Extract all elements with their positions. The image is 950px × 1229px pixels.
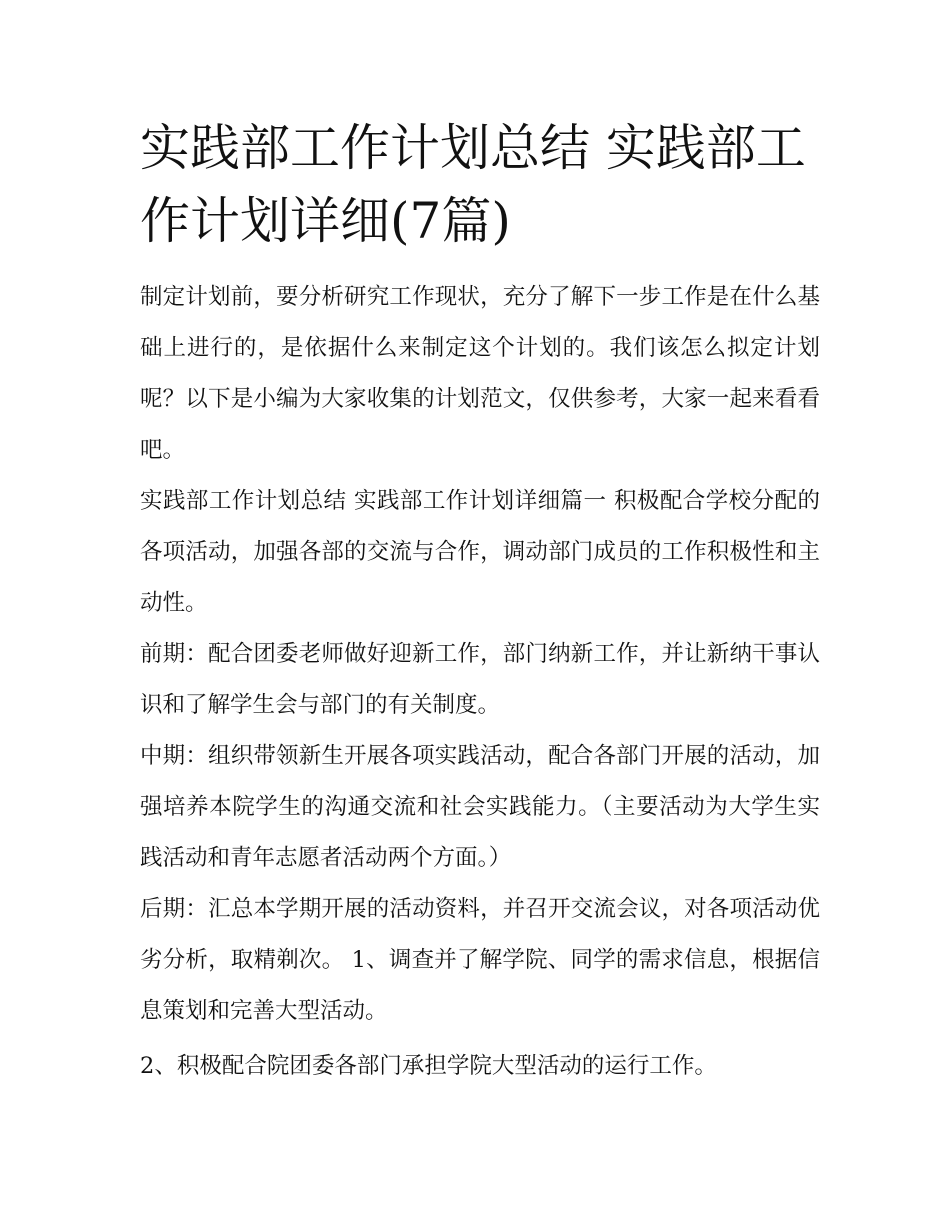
paragraph-part-one: 实践部工作计划总结 实践部工作计划详细篇一 积极配合学校分配的各项活动，加强各部的交流与合作，调动部门成员的工作积极性和主动性。	[140, 488, 820, 616]
page-title: 实践部工作计划总结 实践部工作计划详细(7篇)	[140, 119, 806, 250]
paragraph-mid-stage: 中期：组织带领新生开展各项实践活动，配合各部门开展的活动，加强培养本院学生的沟通交流和社会实践能力。（主要活动为大学生实践活动和青年志愿者活动两个方面。）	[140, 743, 820, 871]
paragraph-item-two: 2、积极配合院团委各部门承担学院大型活动的运行工作。	[140, 1053, 717, 1079]
paragraph-early-stage: 前期：配合团委老师做好迎新工作，部门纳新工作，并让新纳干事认识和了解学生会与部门的有关制度。	[140, 641, 820, 718]
paragraph-intro: 制定计划前，要分析研究工作现状，充分了解下一步工作是在什么基础上进行的，是依据什么来制定这个计划的。我们该怎么拟定计划呢？以下是小编为大家收集的计划范文，仅供参考，大家一起来看看吧。	[140, 284, 820, 463]
paragraph-late-stage: 后期：汇总本学期开展的活动资料，并召开交流会议，对各项活动优劣分析，取精剃次。 1、调查并了解学院、同学的需求信息，根据信息策划和完善大型活动。	[140, 896, 820, 1024]
document-content	[140, 112, 820, 1092]
document-body	[140, 272, 820, 1092]
